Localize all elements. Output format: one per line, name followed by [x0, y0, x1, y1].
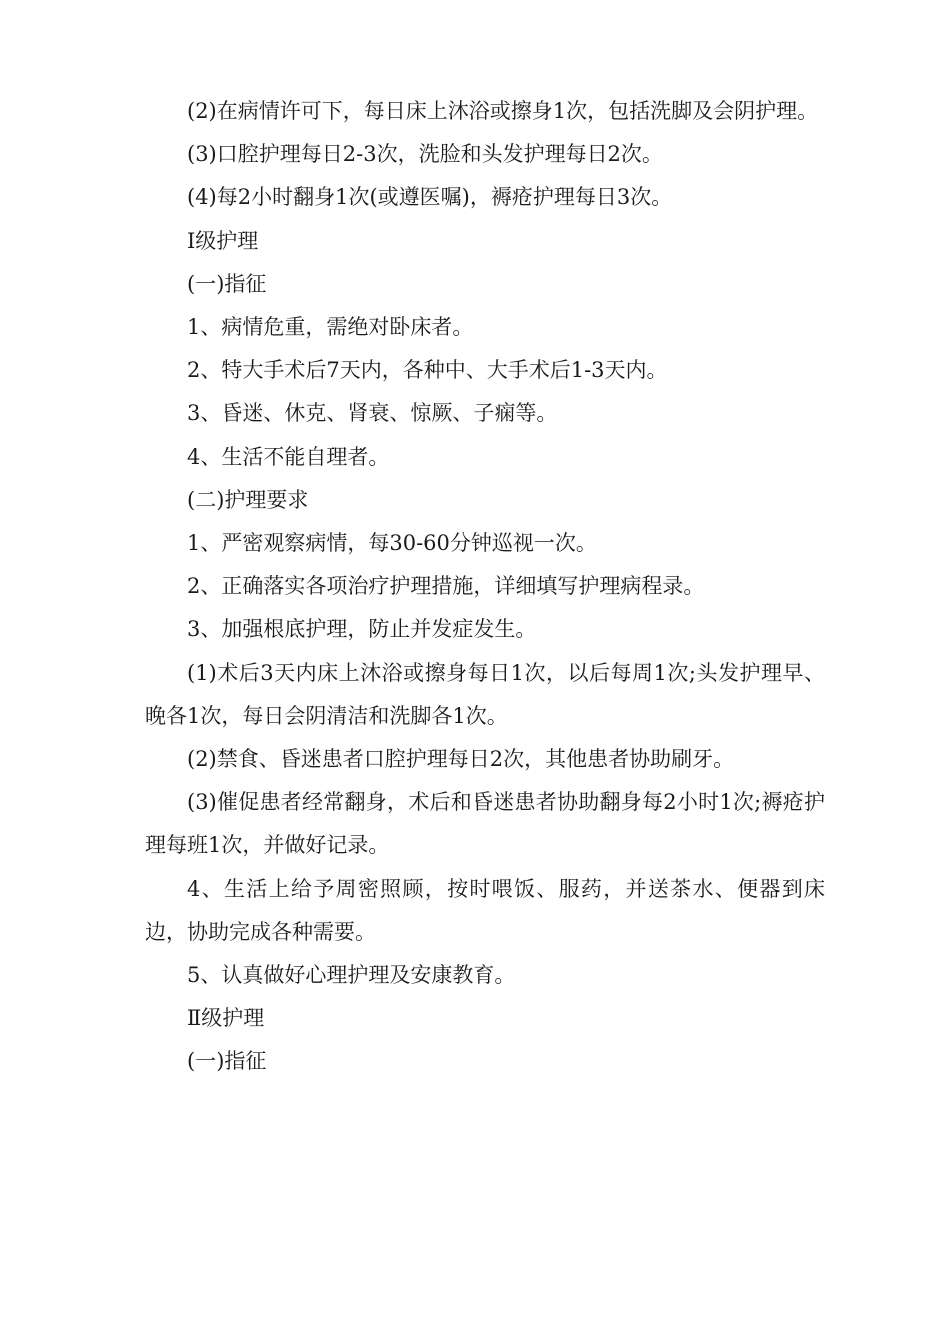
paragraph: 1、严密观察病情，每30-60分钟巡视一次。: [187, 531, 597, 556]
paragraph: (1)术后3天内床上沐浴或擦身每日1次，以后每周1次;头发护理早、晚各1次，每日会阴清洁和洗脚各1次。: [145, 660, 825, 728]
paragraph: (3)口腔护理每日2-3次，洗脸和头发护理每日2次。: [187, 142, 663, 167]
subsection-heading: (一)指征: [187, 1049, 267, 1074]
paragraph: (2)在病情许可下，每日床上沐浴或擦身1次，包括洗脚及会阴护理。: [187, 99, 819, 123]
section-heading: Ⅰ级护理: [187, 228, 259, 253]
document-body: [145, 90, 825, 1084]
paragraph: (3)催促患者经常翻身，术后和昏迷患者协助翻身每2小时1次;褥疮护理每班1次，并做好记录。: [145, 790, 825, 858]
paragraph: 2、正确落实各项治疗护理措施，详细填写护理病程录。: [187, 574, 705, 599]
paragraph: 5、认真做好心理护理及安康教育。: [187, 963, 516, 988]
subsection-heading: (二)护理要求: [187, 487, 309, 512]
paragraph: 2、特大手术后7天内，各种中、大手术后1-3天内。: [187, 358, 668, 383]
paragraph: 1、病情危重，需绝对卧床者。: [187, 315, 474, 340]
paragraph: (2)禁食、昏迷患者口腔护理每日2次，其他患者协助刷牙。: [187, 747, 735, 772]
paragraph: 4、生活不能自理者。: [187, 444, 390, 469]
paragraph: 3、加强根底护理，防止并发症发生。: [187, 617, 537, 642]
paragraph: 4、生活上给予周密照顾，按时喂饭、服药，并送茶水、便器到床边，协助完成各种需要。: [145, 876, 825, 944]
subsection-heading: (一)指征: [187, 271, 267, 296]
paragraph: (4)每2小时翻身1次(或遵医嘱)，褥疮护理每日3次。: [187, 185, 673, 210]
section-heading: Ⅱ级护理: [187, 1006, 265, 1031]
paragraph: 3、昏迷、休克、肾衰、惊厥、子痫等。: [187, 401, 558, 426]
